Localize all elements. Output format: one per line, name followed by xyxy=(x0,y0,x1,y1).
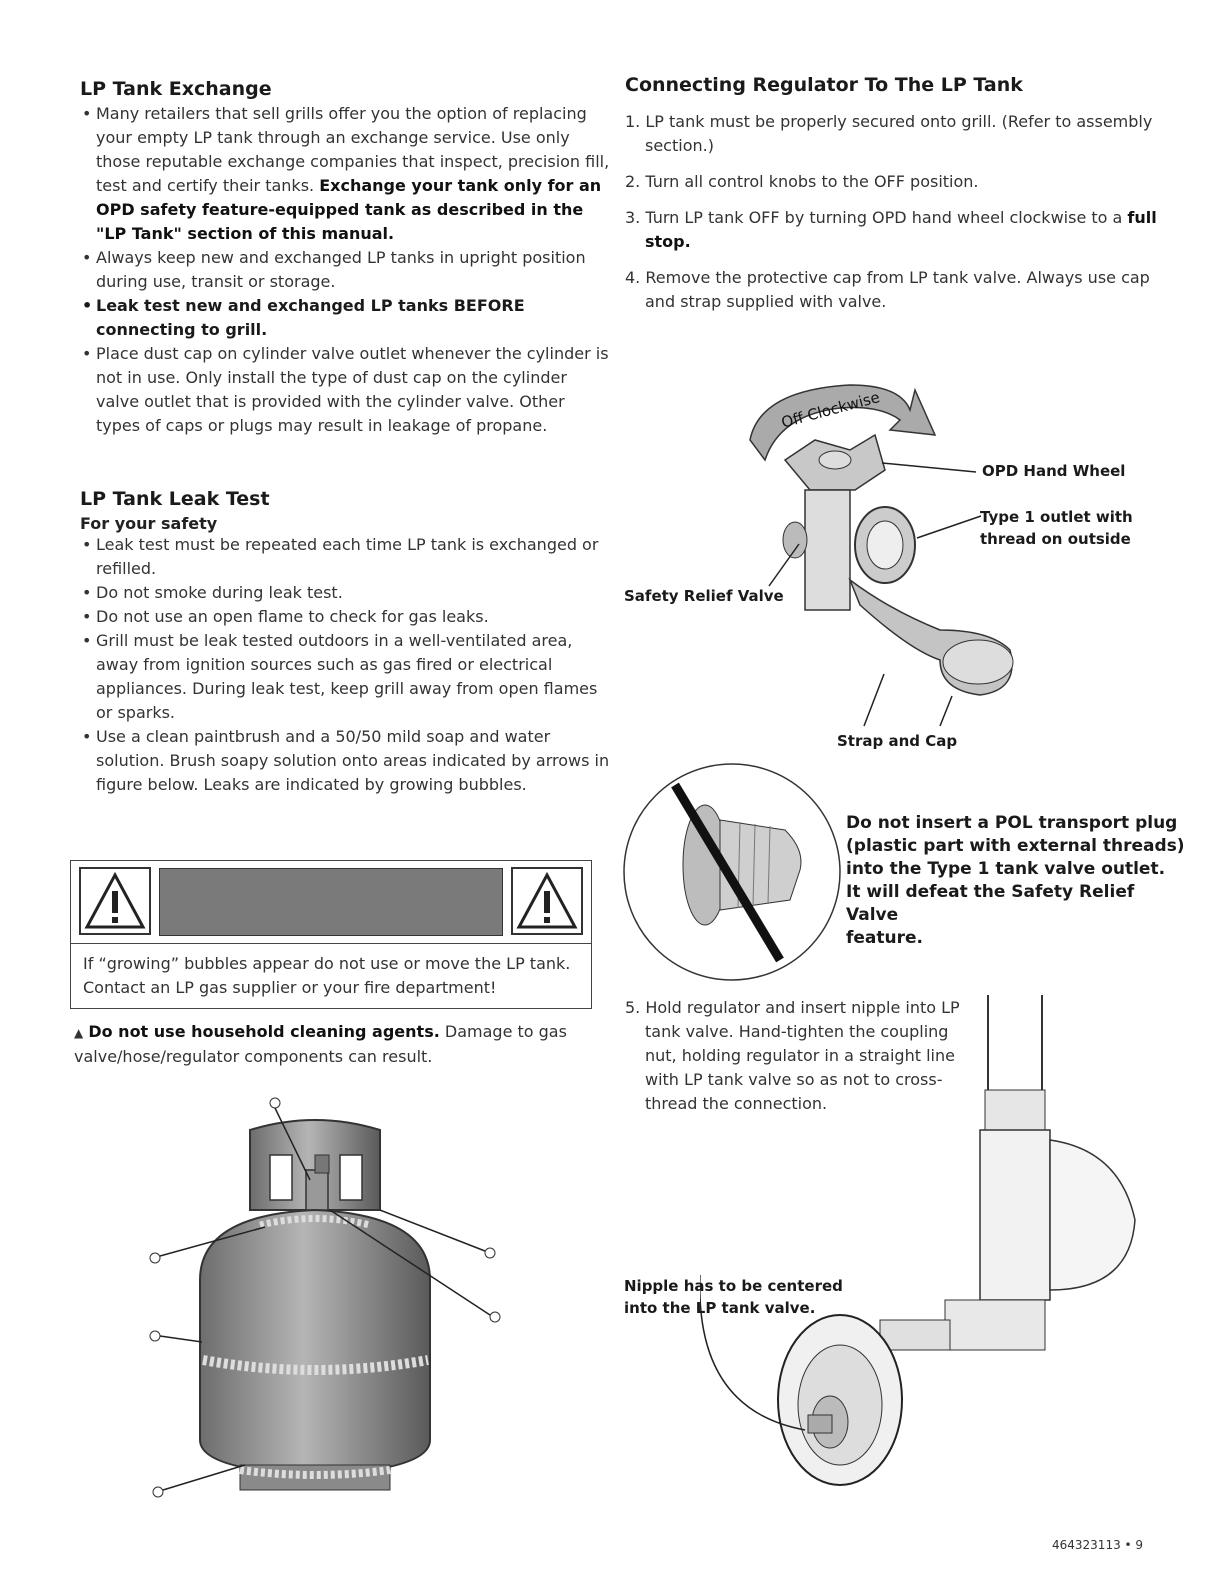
warning-box xyxy=(70,860,592,1009)
list-item: • Many retailers that sell grills offer you the option of replacing your empty LP tank through an exchange service. Use only those reputable exchange companies that inspect, precision fill, test and certify their tanks. Exchange your tank only for an OPD safety feature-equipped tank as described in the "LP Tank" section of this manual. xyxy=(80,102,610,246)
warning-header xyxy=(71,861,591,944)
list-item: • Do not smoke during leak test. xyxy=(80,581,610,605)
section-subtitle: For your safety xyxy=(80,514,218,533)
section-title: LP Tank Exchange xyxy=(80,78,272,100)
opd-hand-wheel-label: OPD Hand Wheel xyxy=(982,462,1126,480)
lp-tank-illustration xyxy=(140,1080,520,1500)
leak-test-list xyxy=(80,533,610,797)
pol-warning: Do not insert a POL transport plug (plastic part with external threads) into the Type 1 tank valve outlet. It will defeat the Safety Relief Valve feature. xyxy=(846,813,1185,948)
section-title: Connecting Regulator To The LP Tank xyxy=(625,74,1023,96)
list-item: 3. Turn LP tank OFF by turning OPD hand wheel clockwise to a full stop. xyxy=(625,208,1157,251)
list-item: 4. Remove the protective cap from LP tank valve. Always use cap and strap supplied with valve. xyxy=(625,268,1150,311)
warning-triangle-icon xyxy=(79,867,151,935)
caution-note: ▲ Do not use household cleaning agents. Damage to gas valve/hose/regulator components can result. xyxy=(74,1022,567,1066)
list-item: • Grill must be leak tested outdoors in a well-ventilated area, away from ignition sources such as gas fired or electrical appliances. During leak test, keep grill away from open flames or sparks. xyxy=(80,629,610,725)
caution-triangle-icon: ▲ xyxy=(74,1026,84,1040)
page-number: 464323113 • 9 xyxy=(1052,1538,1144,1552)
no-pol-plug-illustration xyxy=(620,760,845,985)
steps-list xyxy=(625,110,1185,314)
step-5: 5. Hold regulator and insert nipple into LP tank valve. Hand-tighten the coupling nut, holding regulator in a straight line with LP tank valve so as not to cross- thread the connection. xyxy=(625,998,960,1113)
list-item: 2. Turn all control knobs to the OFF position. xyxy=(625,172,979,191)
warning-triangle-icon xyxy=(511,867,583,935)
list-item: 1. LP tank must be properly secured onto grill. (Refer to assembly section.) xyxy=(625,112,1153,155)
list-item: • Leak test new and exchanged LP tanks BEFORE connecting to grill. xyxy=(80,294,610,342)
list-item: • Use a clean paintbrush and a 50/50 mild soap and water solution. Brush soapy solution onto areas indicated by arrows in figure below. Leaks are indicated by growing bubbles. xyxy=(80,725,610,797)
connecting-regulator-section xyxy=(625,74,1185,326)
list-item: • Do not use an open flame to check for gas leaks. xyxy=(80,605,610,629)
list-item: • Leak test must be repeated each time LP tank is exchanged or refilled. xyxy=(80,533,610,581)
section-title: LP Tank Leak Test xyxy=(80,488,270,510)
pointer-arrow xyxy=(915,512,985,542)
type1-outlet-label: Type 1 outlet with thread on outside xyxy=(980,508,1133,548)
exchange-list xyxy=(80,102,610,438)
nipple-label: Nipple has to be centered into the LP tank valve. xyxy=(624,1277,843,1317)
pointer-arrow xyxy=(765,540,805,590)
warning-text: If “growing” bubbles appear do not use or move the LP tank. Contact an LP gas supplier or your fire department! xyxy=(83,954,571,997)
lp-tank-leak-test-section xyxy=(80,488,610,797)
warning-banner xyxy=(159,868,503,936)
regulator-illustration xyxy=(700,990,1180,1510)
pointer-arrow xyxy=(880,460,980,480)
list-item: • Place dust cap on cylinder valve outlet whenever the cylinder is not in use. Only install the type of dust cap on the cylinder valve outlet that is provided with the cylinder valve. Other types of caps or plugs may result in leakage of propane. xyxy=(80,342,610,438)
lp-tank-exchange-section xyxy=(80,78,610,438)
list-item: • Always keep new and exchanged LP tanks in upright position during use, transit or storage. xyxy=(80,246,610,294)
strap-and-cap-label: Strap and Cap xyxy=(837,732,958,750)
pointer-arrow xyxy=(860,670,960,730)
safety-relief-valve-label: Safety Relief Valve xyxy=(624,587,784,605)
arrow-label: Off Clockwise xyxy=(779,388,882,432)
